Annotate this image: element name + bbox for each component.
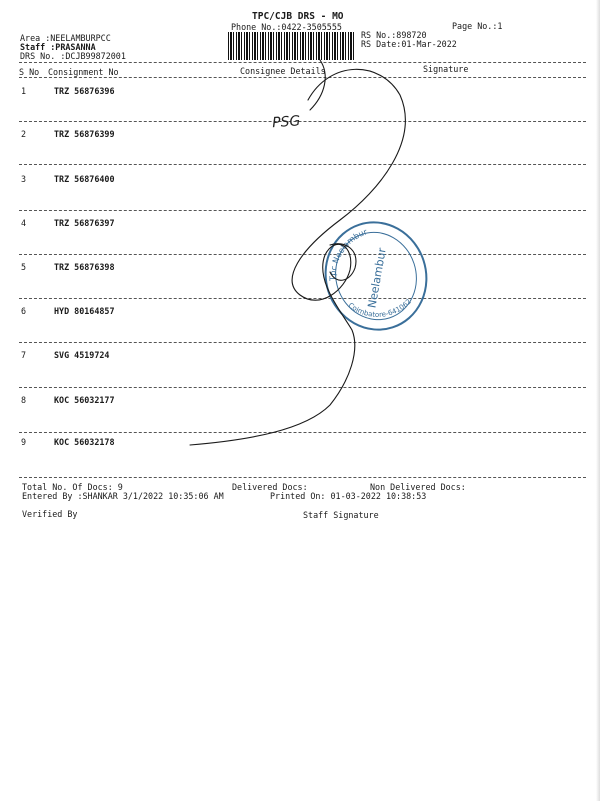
row-sno: 7 [21, 350, 27, 360]
delivered-docs: Delivered Docs: [232, 482, 308, 492]
col-sno: S No [19, 67, 40, 77]
row-sno: 1 [21, 86, 27, 96]
row-sno: 9 [21, 437, 27, 447]
rs-date: RS Date:01-Mar-2022 [361, 39, 457, 49]
col-consignment: Consignment No [48, 67, 119, 77]
scan-edge [596, 0, 600, 801]
rs-number: RS No.:898720 [361, 30, 427, 40]
stamp-bottom-text: Coimbatore-641062 [346, 297, 413, 319]
row-sno: 5 [21, 262, 27, 272]
page-number: Page No.:1 [452, 21, 503, 31]
phone-number: Phone No.:0422-3505555 [231, 22, 342, 32]
row-consignment: SVG 4519724 [54, 350, 110, 360]
document-title: TPC/CJB DRS - MO [252, 11, 344, 22]
row-consignment: KOC 56032177 [54, 395, 115, 405]
entered-by: Entered By :SHANKAR 3/1/2022 10:35:06 AM [22, 491, 224, 501]
printed-on: Printed On: 01-03-2022 10:38:53 [270, 491, 427, 501]
row-consignment: KOC 56032178 [54, 437, 115, 447]
handwritten-note-psg: PSG [271, 113, 301, 132]
delivery-stamp [312, 209, 440, 343]
area-label: Area :NEELAMBURPCC [20, 33, 111, 43]
row-consignment: TRZ 56876399 [54, 129, 115, 139]
row-consignment: TRZ 56876400 [54, 174, 115, 184]
non-delivered-docs: Non Delivered Docs: [370, 482, 466, 492]
row-consignment: TRZ 56876398 [54, 262, 115, 272]
verified-by: Verified By [22, 509, 78, 519]
col-consignee: Consignee Details [240, 66, 326, 76]
stamp-center-text: Neelambur [365, 246, 389, 310]
row-sno: 3 [21, 174, 27, 184]
row-consignment: HYD 80164857 [54, 306, 115, 316]
stamp-top-text: Tpc Neelambur [328, 227, 369, 281]
drs-number: DRS No. :DCJB99872001 [20, 51, 126, 61]
row-sno: 8 [21, 395, 27, 405]
staff-label: Staff :PRASANNA [20, 42, 96, 52]
row-consignment: TRZ 56876397 [54, 218, 115, 228]
total-docs: Total No. Of Docs: 9 [22, 482, 123, 492]
col-signature: Signature [423, 64, 469, 74]
row-sno: 2 [21, 129, 27, 139]
row-sno: 4 [21, 218, 27, 228]
row-consignment: TRZ 56876396 [54, 86, 115, 96]
staff-signature-label: Staff Signature [303, 510, 379, 520]
row-sno: 6 [21, 306, 27, 316]
